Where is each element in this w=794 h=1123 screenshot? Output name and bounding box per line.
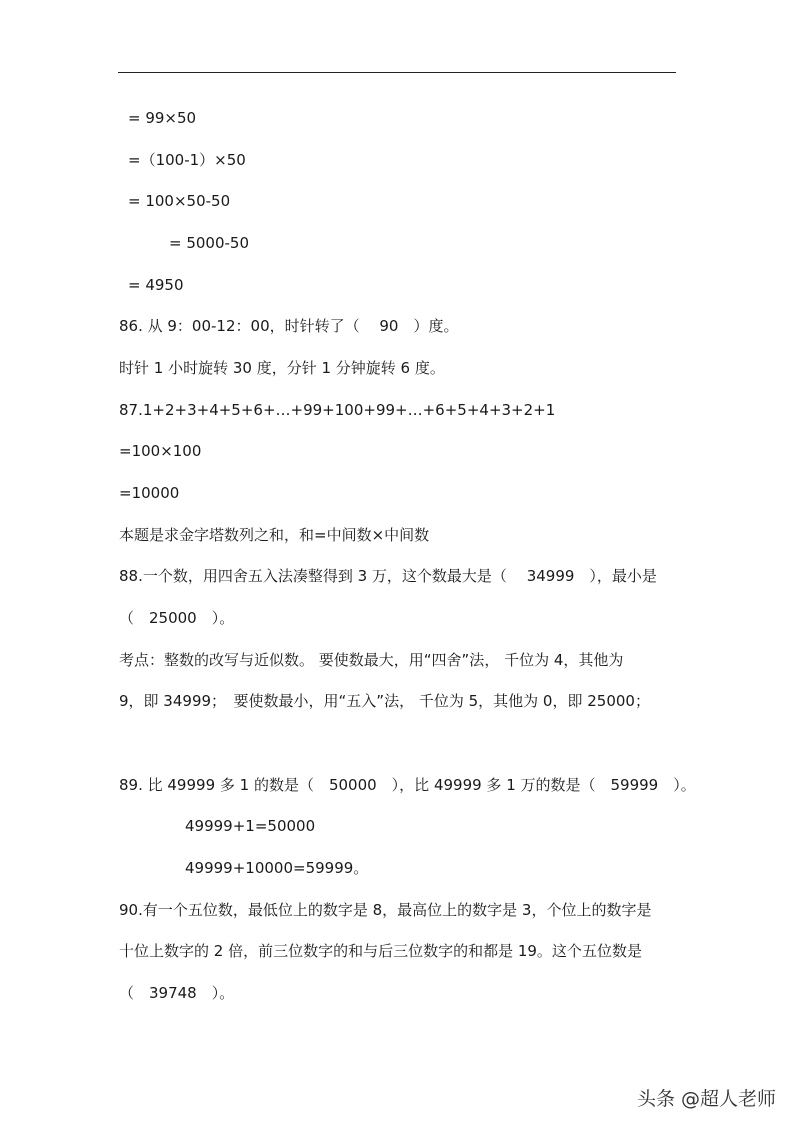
q87-explanation: 本题是求金字塔数列之和，和=中间数×中间数 [119, 526, 430, 544]
calc-line-3: = 100×50-50 [128, 192, 231, 210]
q89-step-1: 49999+1=50000 [185, 817, 316, 835]
calc-line-1: = 99×50 [128, 109, 197, 127]
q88-question-2: （ 25000 ）。 [119, 609, 235, 627]
calc-line-2: =（100-1）×50 [128, 151, 246, 169]
q89-question: 89. 比 49999 多 1 的数是（ 50000 ），比 49999 多 1 万的数是（ 59999 ）。 [119, 776, 696, 794]
q90-question-2: 十位上数字的 2 倍，前三位数字的和与后三位数字的和都是 19。这个五位数是 [119, 942, 642, 960]
q86-explanation: 时针 1 小时旋转 30 度，分针 1 分钟旋转 6 度。 [119, 359, 445, 377]
q87-step-2: =10000 [119, 484, 180, 502]
calc-line-4: = 5000-50 [169, 234, 250, 252]
q87-step-1: =100×100 [119, 442, 202, 460]
header-rule [118, 72, 676, 73]
q86-question: 86. 从 9：00-12：00，时针转了（ 90 ）度。 [119, 317, 459, 335]
calc-line-5: = 4950 [128, 276, 184, 294]
q87-question: 87.1+2+3+4+5+6+…+99+100+99+…+6+5+4+3+2+1 [119, 401, 556, 419]
q88-explanation-2: 9，即 34999； 要使数最小，用“五入”法， 千位为 5，其他为 0，即 25000； [119, 692, 650, 710]
q88-question-1: 88.一个数，用四舍五入法凑整得到 3 万，这个数最大是（ 34999 ），最小是 [119, 567, 657, 585]
q88-explanation-1: 考点：整数的改写与近似数。 要使数最大，用“四舍”法， 千位为 4，其他为 [119, 651, 624, 669]
q89-step-2: 49999+10000=59999。 [185, 859, 369, 877]
source-watermark: 头条 @超人老师 [636, 1088, 776, 1110]
q90-answer: （ 39748 ）。 [119, 984, 235, 1002]
q90-question-1: 90.有一个五位数，最低位上的数字是 8，最高位上的数字是 3，个位上的数字是 [119, 901, 652, 919]
